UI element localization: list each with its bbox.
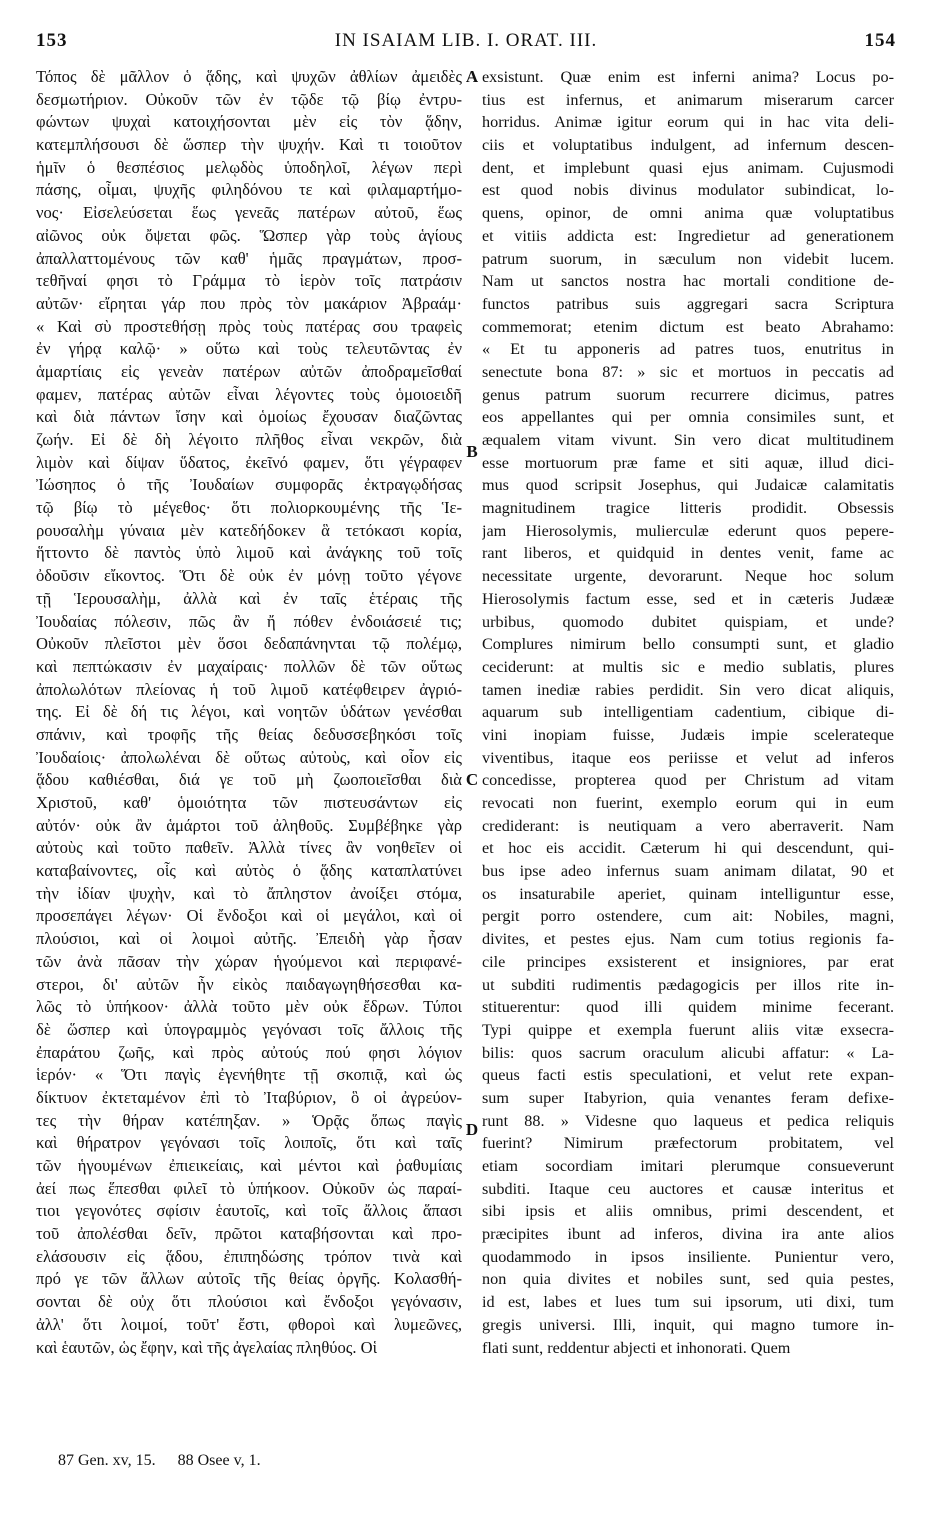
latin-text-line: tius est infernus, et animarum miserarum carcer [482, 90, 894, 109]
latin-text-line: stituerentur: quod illi quidem minime fecerant. [482, 998, 894, 1017]
greek-text-line: τεθῆναί φησι τὸ Γράμμα τὸ ἱερὸν τοῖς πατράσιν [36, 271, 462, 291]
greek-text-line: φαμεν, πατέρας αὐτῶν εἶναι λέγοντες τοὺς ὁμοιοειδῆ [36, 384, 462, 404]
latin-text-line: gregis universi. Illi, inquit, qui magno tumore in- [482, 1315, 894, 1334]
greek-text-line: ᾅδου καθιέσθαι, διά γε τοῦ μὴ ζωοποιεῖσθαι διὰ [36, 770, 462, 790]
greek-text-line: λιμὸν καὶ δίψαν ὕδατος, ἐκεῖνό φαμεν, ὅτι γέγραφεν [36, 452, 462, 472]
latin-text-line: patrum suorum, in sæculum non videbit lucem. [482, 249, 894, 268]
latin-text-line: tamen inediæ rabies perdidit. Sin vero dicat aliquis, [482, 680, 894, 699]
greek-text-line: τῶν ἡγουμένων ἐπιεικείαις, καὶ μέντοι καὶ ῥαθυμίαις [36, 1156, 462, 1175]
latin-text-line: Hierosolymis factum esse, sed et in cæteris Judææ [482, 589, 894, 608]
latin-text-line: functos patribus suis aggregari sacra Scriptura [482, 294, 894, 313]
greek-text-line: νος· Εἰσελεύσεται ἕως γενεᾶς πατέρων αὐτοῦ, ἕως [36, 203, 462, 223]
greek-text-line: της. Εἰ δὲ δή τις λέγοι, καὶ νοητῶν ὑδάτων γενέσθαι [36, 702, 462, 722]
latin-text-line: Typi quippe et exempla fuerunt aliis vitæ exsecra- [482, 1020, 894, 1039]
greek-text-line: προσεπάγει λέγων· Οἱ ἔνδοξοι καὶ οἱ μεγάλοι, καὶ οἱ [36, 906, 462, 926]
greek-text-line: τὴν ἰδίαν ψυχὴν, καὶ τὸ ἄπληστον ἀνοίξει στόμα, [36, 883, 462, 903]
latin-column [482, 66, 894, 1436]
latin-text-line: cile principes exsisterent et insigniores, par erat [482, 952, 894, 971]
greek-text-line: δὲ ὥσπερ καὶ ὑπογραμμὸς γεγόνασι τοῖς ἄλλοις τῆς [36, 1019, 462, 1039]
running-title: IN ISAIAM LIB. I. ORAT. III. [334, 30, 598, 51]
greek-text-line: ἀπαλλαττομένους τῶν καθ' ἡμᾶς πραγμάτων, προσ- [36, 248, 462, 268]
section-marker-b: B [466, 442, 478, 461]
latin-text-line: fuerint? Nimirum præfectorum probitatem, vel [482, 1134, 894, 1153]
greek-text-line: ρουσαλὴμ γύναια μὲν κατεδήδοκεν ἃ τετόκασι κορία, [36, 520, 462, 540]
latin-text-line: et hoc eis accidit. Cæterum hi qui descendunt, qui- [482, 839, 894, 858]
latin-text-line: eos appellantes qui per omnia consimiles sunt, et [482, 408, 894, 427]
latin-text-line: æqualem vitam vivunt. Sin vero dicat multitudinem [482, 431, 894, 449]
latin-text-line: viventibus, itaque eos periisse et velut ad inferos [482, 748, 894, 767]
greek-text-line: Ἰουδαίοις· ἀπολωλέναι δὲ οὕτως αὐτοὺς, καὶ οἷον εἰς [36, 747, 462, 767]
greek-text-line: ἐπαράτου ζωῆς, καὶ πρὸς αὐτούς πού φησι λόγιον [36, 1042, 462, 1062]
greek-text-line: τιοι γεγονότες σφίσιν ἑαυτοῖς, καὶ τοῖς ἄλλοις ἅπασι [36, 1201, 462, 1221]
footnotes [58, 1452, 279, 1470]
left-page-number: 153 [36, 30, 68, 51]
latin-text-line: mus quod scripsit Josephus, qui Judaicæ calamitatis [482, 476, 894, 495]
footnote-88: 88 Osee v, 1. [177, 1452, 261, 1469]
latin-text-line: divites, et pestes ejus. Nam cum totius regionis fa- [482, 930, 894, 949]
latin-text-line: revocati non fuerint, exemplo eorum qui in eum [482, 794, 894, 812]
greek-text-line: πλούσιοι, καὶ οἱ λοιμοὶ αὐτῆς. Ἐπειδὴ γὰρ ἦσαν [36, 929, 462, 949]
section-marker-d: D [465, 1120, 479, 1139]
greek-text-line: κατεμπλήσουσι δὲ ὥσπερ τὴν ψυχήν. Καὶ τι τοιοῦτον [36, 135, 462, 155]
latin-text-line: genus patrum suorum recurrere dicimus, patres [482, 385, 894, 404]
latin-text-line: ceciderunt: at multis sic e medio sublatis, plures [482, 657, 894, 676]
greek-text-line: αὐτῶν· εἴρηται γάρ που πρὸς τὸν μακάριον Ἀβραάμ· [36, 293, 462, 313]
latin-text-line: est quod nobis divinus modulator subindicat, lo- [482, 181, 894, 200]
latin-text-line: rant liberos, et quidquid in dentes venit, fame ac [482, 544, 894, 563]
greek-column [36, 66, 462, 1436]
greek-text-line: τῷ βίῳ τὸ μέγεθος· ὅτι πολιορκουμένης τῆς Ἱε- [36, 498, 462, 518]
latin-text-line: jam Hierosolymis, mulierculæ ederunt quos pepere- [482, 521, 894, 540]
greek-text-line: τες τὴν θήραν κατέπηξαν. » Ὁρᾷς ὅπως παγὶς [36, 1110, 462, 1130]
latin-text-line: id est, labes et lues tum sui ipsorum, uti dixi, tum [482, 1293, 894, 1312]
latin-text-line: necessitate urgente, devorarunt. Neque hoc solum [482, 567, 894, 586]
greek-text-line: τῇ Ἱερουσαλὴμ, ἀλλὰ καὶ ἐν ταῖς ἑτέραις τῆς [36, 588, 462, 608]
greek-text-line: ὀδοῦσιν εἴκοντος. Ὅτι δὲ οὐκ ἐν μόνῃ τοῦτο γέγονε [36, 566, 462, 586]
latin-text-line: exsistunt. Quæ enim est inferni anima? Locus po- [482, 68, 894, 86]
greek-text-line: αἰῶνος οὐκ ὄψεται φῶς. Ὥσπερ γὰρ τοὺς ἁγίους [36, 225, 462, 245]
greek-text-line: ελάσουσιν εἰς ᾅδου, ἐπιπηδώσης τρόπον τινὰ καὶ [36, 1246, 462, 1266]
greek-text-line: πάσης, οἶμαι, ψυχῆς φιληδόνου τε καὶ φιλαμαρτήμο- [36, 180, 462, 200]
latin-text-line: runt 88. » Videsne quo laqueus et pedica reliquis [482, 1111, 894, 1130]
greek-text-line: ἀπολωλότων πλείονας ἡ τοῦ λιμοῦ κατέφθειρεν ἀγριό- [36, 679, 462, 699]
greek-text-line: καταβαίνοντες, οἷς καὶ αὐτὸς ὁ ᾅδης καταπλατύνει [36, 861, 462, 881]
latin-text-line: quodammodo in ipsos insiliente. Punientur vero, [482, 1247, 894, 1266]
section-marker-c: C [465, 770, 479, 789]
greek-text-line: Ἰουδαίας πόλεσιν, πῶς ἂν ἤ πόθεν ἐνδοιάσειέ τις; [36, 611, 462, 631]
latin-text-line: flati sunt, reddentur abjecti et inhonorati. Quem [482, 1338, 791, 1357]
greek-text-line: ἡμῖν ὁ θεσπέσιος μελῳδὸς ὑποδηλοῖ, λέγων περὶ [36, 157, 462, 177]
right-page-number: 154 [864, 30, 896, 51]
latin-text-line: subditi. Itaque ceu auctores et causæ interitus et [482, 1179, 894, 1198]
greek-text-line: Οὐκοῦν πλεῖστοι μὲν ὅσοι δεδαπάνηνται τῷ πολέμῳ, [36, 634, 462, 654]
greek-text-line: λῶς τὸ ὑπήκοον· ἀλλὰ τοῦτο μὲν οὐκ ἔδρων. Τύποι [36, 997, 462, 1017]
greek-text-line: « Καὶ σὺ προστεθήσῃ πρὸς τοὺς πατέρας σου τραφεὶς [36, 316, 462, 336]
latin-text-line: queus facti estis speculationi, et velut rete expan- [482, 1066, 894, 1085]
greek-text-line: ἥττοντο δὲ παντὸς ὑπὸ λιμοῦ καὶ ἀνάγκης τοῦ τοῖς [36, 543, 462, 563]
greek-text-line: Τόπος δὲ μᾶλλον ὁ ᾅδης, καὶ ψυχῶν ἀθλίων ἀμειδὲς [36, 67, 462, 86]
latin-text-line: vini inopiam fuisse, Judæis impie scelerateque [482, 725, 894, 744]
greek-text-line: δίκτυον ἐκτεταμένον ἐπὶ τὸ Ἰταβύριον, ὃ οἱ ἀγρεύον- [36, 1087, 462, 1107]
greek-text-line: καὶ διὰ πάντων ἴσην καὶ ὁμοίως ἔχουσαν διαζῶντας [36, 407, 462, 427]
latin-text-line: commemorat; etenim dictum est beato Abrahamo: [482, 317, 894, 336]
greek-text-line: ἀλλ' ὅτι λοιμοί, τοῦτ' ἔστι, φθοροὶ καὶ λυμεῶνες, [36, 1314, 462, 1334]
greek-text-line: καὶ πεπτώκασιν ἐν μαχαίραις· πολλῶν δὲ τῶν οὕτως [36, 656, 462, 676]
latin-text-line: urbibus, quomodo dubitet quispiam, et unde? [482, 612, 894, 631]
section-marker-a: A [465, 67, 479, 86]
greek-text-line: ἀεί πως ἕπεσθαι φιλεῖ τὸ ὑπήκοον. Οὐκοῦν ὡς παραί- [36, 1178, 462, 1198]
latin-text-line: ciis et voluptatibus indulgent, ad infernum descen- [482, 136, 894, 155]
latin-text-line: senectute bona 87: » sic et mortuos in peccatis ad [482, 362, 894, 381]
greek-text-line: ἱερόν· « Ὅτι παγὶς ἐγενήθητε τῇ σκοπιᾷ, καὶ ὡς [36, 1065, 462, 1085]
latin-text-line: præcipites ibunt ad inferos, divina ira ante alios [482, 1225, 894, 1244]
greek-text-line: αὐτόν· οὐκ ἂν ἁμάρτοι τοῦ ἀληθοῦς. Συμβέβηκε γὰρ [36, 815, 462, 835]
greek-text-line: ζωήν. Εἰ δὲ δὴ λέγοιτο πλῆθος εἶναι νεκρῶν, διὰ [36, 430, 462, 449]
greek-text-line: καὶ θήρατρον γεγόνασι τοῖς λοιποῖς, ὅτι καὶ ταῖς [36, 1133, 462, 1153]
greek-text-line: καὶ ἑαυτῶν, ὡς ἔφην, καὶ τῆς ἀγελαίας πληθύος. Οἱ [36, 1337, 378, 1357]
latin-text-line: magnitudinem tragice litteris prodidit. Obsessis [482, 499, 894, 518]
latin-text-line: os insaturabile aperiet, quinam intelliguntur esse, [482, 884, 894, 903]
latin-text-line: pergit porro ostendere, cum ait: Nobiles, magni, [482, 907, 894, 926]
latin-text-line: Nam ut sanctos nostra hac mortali conditione de- [482, 272, 894, 291]
greek-text-line: ἐν γήρᾳ καλῷ· » οὕτω καὶ τοὺς τελευτῶντας ἐν [36, 339, 462, 359]
latin-text-line: non quia divites et nobiles sunt, sed quia pestes, [482, 1270, 894, 1289]
latin-text-line: concedisse, propterea quod per Christum ad vitam [482, 771, 894, 790]
greek-text-line: πρό γε τῶν ἄλλων αὐτοῖς τῆς θείας ὀργῆς. Κολασθή- [36, 1269, 462, 1289]
latin-text-line: et vitiis addicta est: Ingredietur ad generationem [482, 226, 894, 245]
greek-text-line: ἁμαρτίαις εἰς γενεὰν πατέρων αὐτῶν ἀποδραμεῖσθαί [36, 361, 462, 381]
greek-text-line: τῶν ἀνὰ πᾶσαν τὴν χώραν ἡγούμενοι καὶ περιφανέ- [36, 951, 462, 971]
page-header [36, 30, 896, 56]
greek-text-line: Χριστοῦ, καθ' ὁμοιότητα τῶν πιστευσάντων εἰς [36, 793, 462, 812]
latin-text-line: Complures nimirum bello consumpti sunt, et gladio [482, 635, 894, 654]
greek-text-line: σπάνιν, καὶ τροφῆς τῆς θείας δεδυσσεβηκόσι τοῖς [36, 724, 462, 744]
latin-text-line: bilis: quos sacrum oraculum alicubi affatur: « La- [482, 1043, 894, 1062]
latin-text-line: crediderant: is neutiquam a vero aberraverit. Nam [482, 816, 894, 835]
latin-text-line: etiam socordiam imitari plerumque consueverunt [482, 1157, 894, 1175]
greek-text-line: δεσμωτήριον. Οὐκοῦν τῶν ἐν τῷδε τῷ βίῳ ἐντρυ- [36, 89, 462, 109]
latin-text-line: bus ipse adeo infernus suam animam dilatat, 90 et [482, 862, 894, 881]
greek-text-line: σονται δὲ οὐχ ὅτι πλούσιοι καὶ ἔνδοξοι γεγόνασιν, [36, 1292, 462, 1312]
latin-text-line: esse mortuorum præ fame et siti aquæ, illud dici- [482, 453, 894, 472]
latin-text-line: quens, opinor, de omni anima quæ voluptatibus [482, 204, 894, 223]
latin-text-line: dent, et implebunt quasi ejus animam. Cujusmodi [482, 158, 894, 177]
greek-text-line: φώντων ψυχαὶ κατοιχήσονται μὲν εἰς τὸν ᾅδην, [36, 112, 462, 132]
greek-text-line: αὐτοὺς καὶ τοῦτο παθεῖν. Ἀλλὰ τίνες ἂν νοηθεῖεν οἱ [36, 838, 462, 858]
footnote-87: 87 Gen. xv, 15. [58, 1452, 156, 1469]
greek-text-line: Ἰώσηπος ὁ τῆς Ἰουδαίων συμφορᾶς ἐκτραγῳδήσας [36, 475, 462, 495]
latin-text-line: sibi ipsis et aliis omnibus, primi descendent, et [482, 1202, 894, 1221]
greek-text-line: τοῦ ἀπολέσθαι δεῖν, πρῶτοι καταβήσονται καὶ προ- [36, 1224, 462, 1244]
latin-text-line: horridus. Animæ igitur eorum qui in hac vita deli- [482, 113, 894, 132]
greek-text-line: στεροι, δι' αὐτῶν ἦν εἰκὸς παιδαγωγηθήσεσθαι κα- [36, 974, 462, 994]
latin-text-line: « Et tu apponeris ad patres tuos, enutritus in [482, 340, 894, 359]
latin-text-line: sum super Itabyrion, quia venantes feram defixe- [482, 1088, 894, 1107]
latin-text-line: aquarum sub intelligentiam cadentium, cibique di- [482, 703, 894, 722]
latin-text-line: ut subditi rudimentis pædagogicis per illos rite in- [482, 975, 894, 994]
